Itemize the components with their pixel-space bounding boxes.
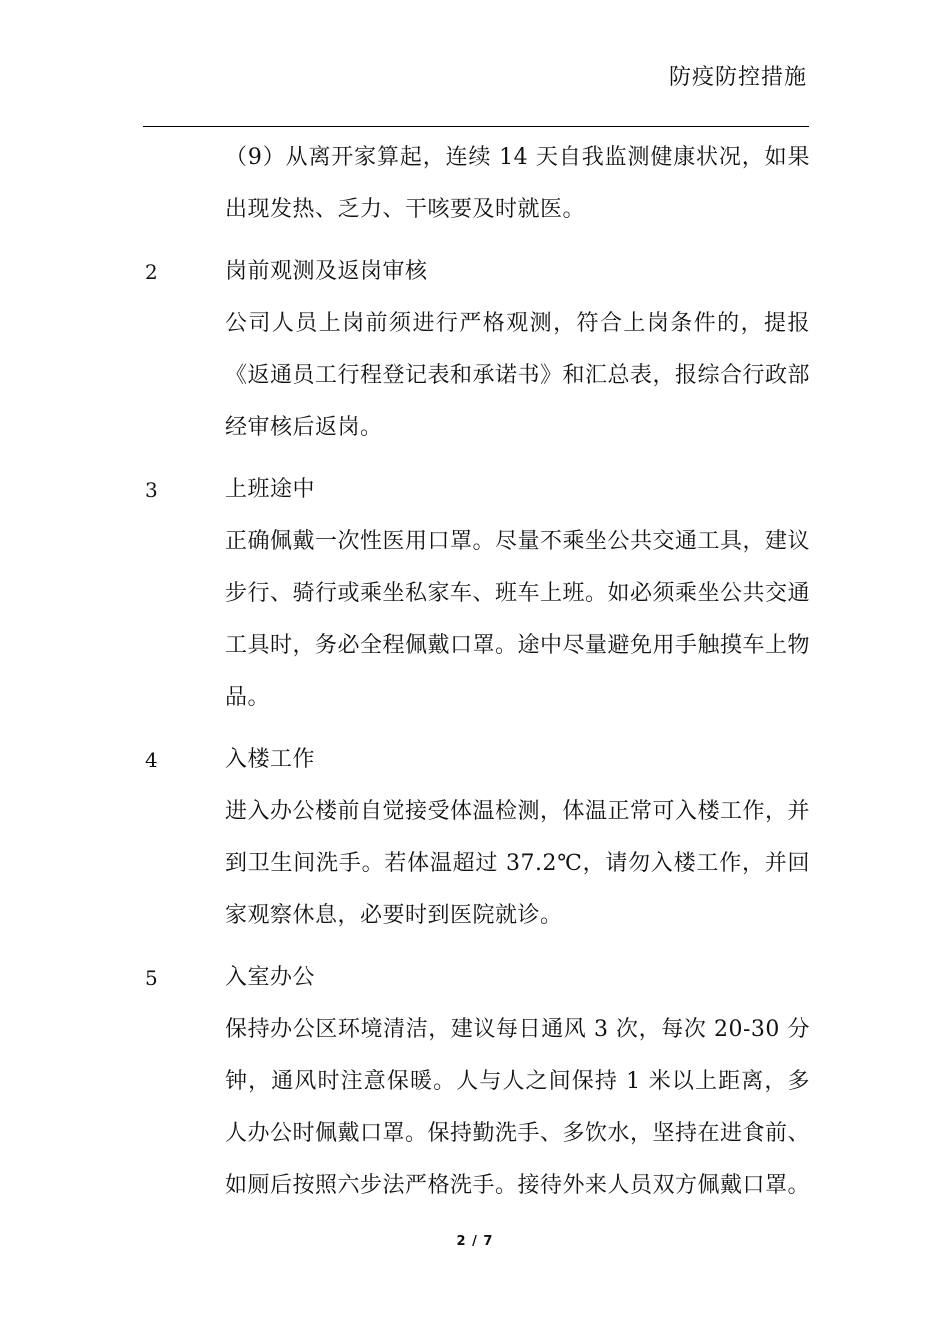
section-title: 入楼工作 <box>225 747 316 772</box>
section-body: 公司人员上岗前须进行严格观测，符合上岗条件的，提报《返通员工行程登记表和承诺书》和汇总表，报综合行政部经审核后返岗。 <box>225 311 811 440</box>
document-body <box>0 132 950 1212</box>
section-heading <box>0 246 950 298</box>
section-number: 2 <box>145 260 158 284</box>
section-body: 正确佩戴一次性医用口罩。尽量不乘坐公共交通工具，建议步行、骑行或乘坐私家车、班车上班。如必须乘坐公共交通工具时，务必全程佩戴口罩。途中尽量避免用手触摸车上物品。 <box>225 529 811 710</box>
section-heading <box>0 952 950 1004</box>
section-title: 入室办公 <box>225 965 316 990</box>
header-divider <box>143 126 809 127</box>
section-title: 岗前观测及返岗审核 <box>225 259 428 284</box>
section-4 <box>0 734 950 942</box>
section-number: 4 <box>145 748 158 772</box>
section-2 <box>0 246 950 454</box>
section-number: 5 <box>145 966 158 990</box>
section-body: 保持办公区环境清洁，建议每日通风 3 次，每次 20-30 分钟，通风时注意保暖。人与人之间保持 1 米以上距离，多人办公时佩戴口罩。保持勤洗手、多饮水，坚持在进食前、如厕后按照六步法严格洗手。接待外来人员双方佩戴口罩。 <box>225 1017 811 1198</box>
header-title: 防疫防控措施 <box>668 65 807 90</box>
section-3 <box>0 464 950 724</box>
section-heading <box>0 734 950 786</box>
intro-paragraph: （9）从离开家算起，连续 14 天自我监测健康状况，如果出现发热、乏力、干咳要及时就医。 <box>225 145 810 222</box>
section-heading <box>0 464 950 516</box>
page-indicator: 2 / 7 <box>456 1234 494 1249</box>
section-5 <box>0 952 950 1212</box>
section-number: 3 <box>145 478 158 502</box>
section-body: 进入办公楼前自觉接受体温检测，体温正常可入楼工作，并到卫生间洗手。若体温超过 37.2℃，请勿入楼工作，并回家观察休息，必要时到医院就诊。 <box>225 799 811 928</box>
section-title: 上班途中 <box>225 477 316 502</box>
